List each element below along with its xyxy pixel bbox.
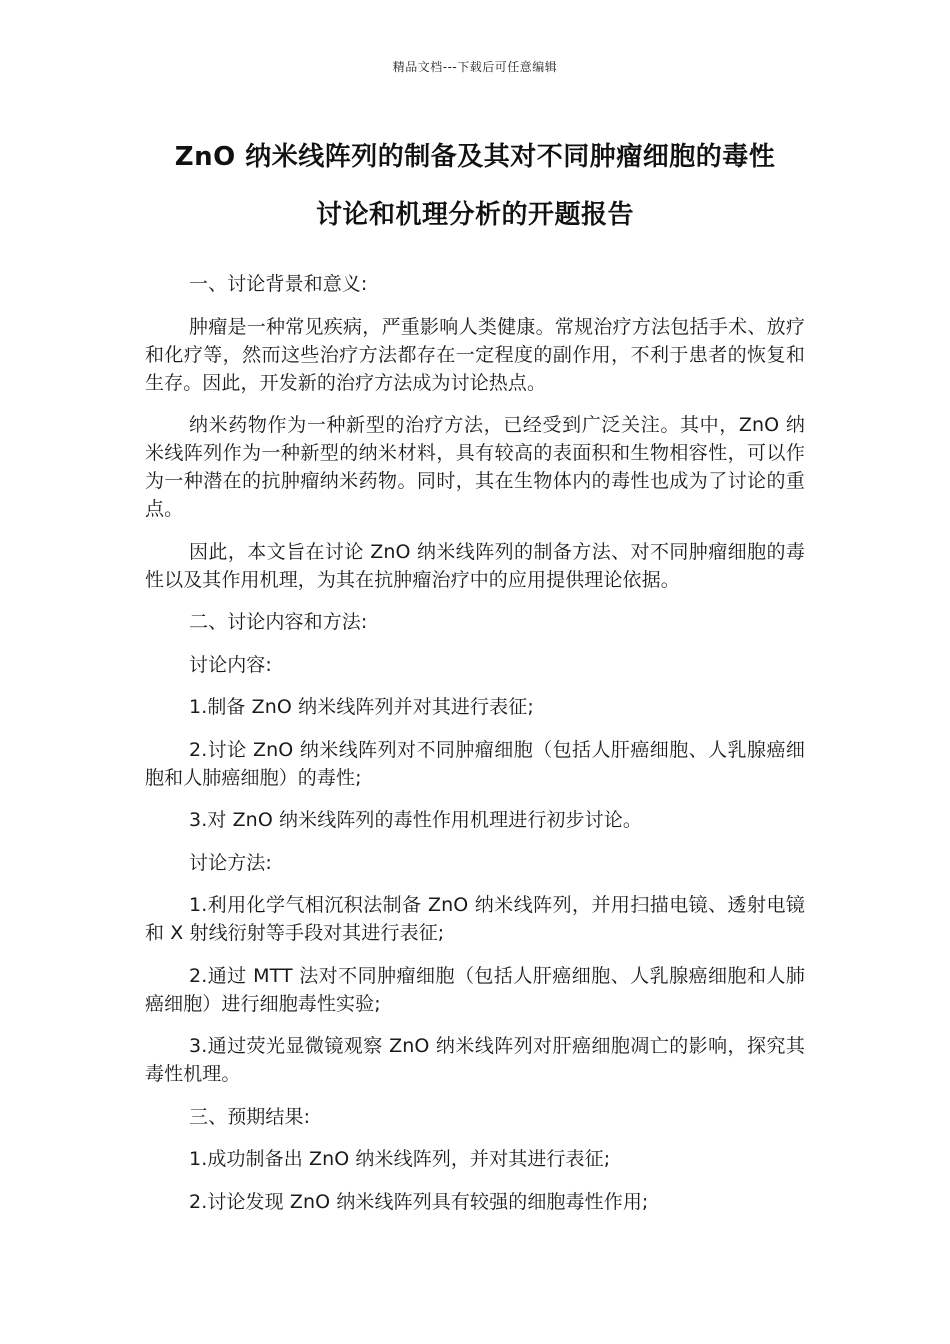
document-title-line-2: 讨论和机理分析的开题报告 (315, 200, 634, 230)
subheading-methods: 讨论方法: (189, 851, 272, 874)
document-body (145, 270, 805, 1230)
body-paragraph: 肿瘤是一种常见疾病，严重影响人类健康。常规治疗方法包括手术、放疗和化疗等，然而这些治疗方法都存在一定程度的副作用，不利于患者的恢复和生存。因此，开发新的治疗方法成为讨论热点。 (145, 315, 805, 394)
list-item: 1.制备 ZnO 纳米线阵列并对其进行表征; (189, 696, 534, 718)
list-item: 1.成功制备出 ZnO 纳米线阵列，并对其进行表征; (189, 1148, 611, 1170)
list-item: 2.讨论发现 ZnO 纳米线阵列具有较强的细胞毒性作用; (189, 1190, 649, 1213)
list-item: 2.通过 MTT 法对不同肿瘤细胞（包括人肝癌细胞、人乳腺癌细胞和人肺癌细胞）进行细胞毒性实验; (145, 964, 805, 1015)
list-item: 2.讨论 ZnO 纳米线阵列对不同肿瘤细胞（包括人肝癌细胞、人乳腺癌细胞和人肺癌细胞）的毒性; (145, 738, 805, 789)
section-heading-background: 一、讨论背景和意义: (189, 273, 368, 295)
header-note: 精品文档---下载后可任意编辑 (392, 60, 558, 74)
list-item: 3.对 ZnO 纳米线阵列的毒性作用机理进行初步讨论。 (189, 809, 642, 831)
list-item: 1.利用化学气相沉积法制备 ZnO 纳米线阵列，并用扫描电镜、透射电镜和 X 射线衍射等手段对其进行表征; (145, 894, 805, 944)
list-item: 3.通过荧光显微镜观察 ZnO 纳米线阵列对肝癌细胞凋亡的影响，探究其毒性机理。 (145, 1035, 805, 1085)
document-title-line-1: ZnO 纳米线阵列的制备及其对不同肿瘤细胞的毒性 (174, 142, 776, 172)
section-heading-content-methods: 二、讨论内容和方法: (189, 611, 368, 633)
section-heading-expected-results: 三、预期结果: (189, 1105, 311, 1128)
subheading-content: 讨论内容: (189, 653, 272, 676)
body-paragraph: 纳米药物作为一种新型的治疗方法，已经受到广泛关注。其中，ZnO 纳米线阵列作为一种新型的纳米材料，具有较高的表面积和生物相容性，可以作为一种潜在的抗肿瘤纳米药物。同时，其在生物体内的毒性也成为了讨论的重点。 (145, 414, 805, 520)
body-paragraph: 因此，本文旨在讨论 ZnO 纳米线阵列的制备方法、对不同肿瘤细胞的毒性以及其作用机理，为其在抗肿瘤治疗中的应用提供理论依据。 (145, 540, 805, 591)
